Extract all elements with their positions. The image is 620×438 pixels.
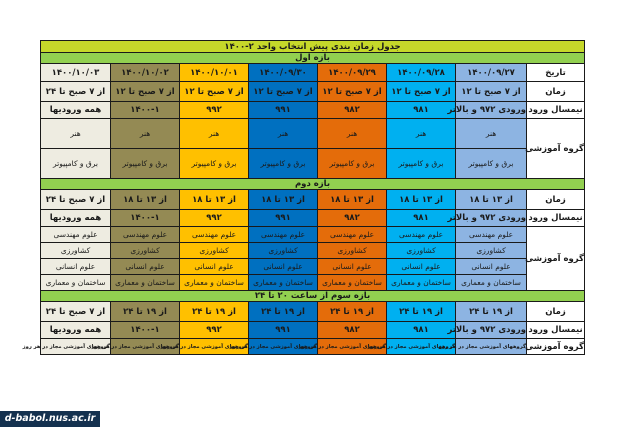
entry-label: نیمسال ورود (527, 322, 585, 339)
period1-group-art-row (41, 119, 585, 149)
p2-group: علوم مهندسی (180, 227, 249, 243)
p2-group: علوم مهندسی (41, 227, 111, 243)
p2-entry: ۹۸۲ (318, 210, 387, 227)
p1-entry: همه ورودیها (41, 102, 111, 119)
p1-date: ۱۴۰۰/۱۰/۰۲ (111, 64, 180, 82)
p2-time: از ۱۳ تا ۱۸ (249, 190, 318, 210)
p1-time: از ۷ صبح تا ۱۲ (111, 82, 180, 102)
p2-group: علوم انسانی (41, 259, 111, 275)
date-label: تاریخ (527, 64, 585, 82)
p1-entry: ورودی ۹۷۲ و بالاتر (456, 102, 527, 119)
p2-group: کشاورزی (318, 243, 387, 259)
p3-group-note: گروههای آموزشی مجاز در هر روز (249, 339, 318, 355)
group-label: گروه آموزشی (527, 119, 585, 179)
p2-time: از ۱۳ تا ۱۸ (180, 190, 249, 210)
period1-group-eng-row (41, 149, 585, 179)
p3-time: از ۱۹ تا ۲۴ (387, 302, 456, 322)
p1-date: ۱۴۰۰/۰۹/۲۷ (456, 64, 527, 82)
p3-group-note: گروههای آموزشی مجاز در هر روز (180, 339, 249, 355)
p1-group-art: هنر (249, 119, 318, 149)
schedule-table (22, 40, 585, 355)
p2-group: علوم مهندسی (249, 227, 318, 243)
period2-group-row-2 (41, 243, 585, 259)
p1-group-art: هنر (318, 119, 387, 149)
p2-group: ساختمان و معماری (249, 275, 318, 291)
p2-group: ساختمان و معماری (41, 275, 111, 291)
p1-group-eng: برق و کامپیوتر (41, 149, 111, 179)
period2-group-row-1 (41, 227, 585, 243)
p3-time: از ۱۹ تا ۲۴ (111, 302, 180, 322)
p1-date: ۱۴۰۰/۱۰/۰۱ (180, 64, 249, 82)
p3-entry: ۹۸۲ (318, 322, 387, 339)
p1-group-eng: برق و کامپیوتر (456, 149, 527, 179)
period2-group-row-4 (41, 275, 585, 291)
p2-entry: ۹۹۲ (180, 210, 249, 227)
p1-time: از ۷ صبح تا ۱۲ (249, 82, 318, 102)
group-label: گروه آموزشی (527, 339, 585, 355)
p3-group-note: گروههای آموزشی مجاز در هر روز (111, 339, 180, 355)
p2-group: علوم مهندسی (318, 227, 387, 243)
time-label: زمان (527, 302, 585, 322)
p1-time: از ۷ صبح تا ۱۲ (180, 82, 249, 102)
p2-time: از ۱۳ تا ۱۸ (111, 190, 180, 210)
p2-group: علوم مهندسی (456, 227, 527, 243)
p1-group-art: هنر (387, 119, 456, 149)
p1-group-eng: برق و کامپیوتر (318, 149, 387, 179)
period3-heading: بازه سوم از ساعت ۲۰ تا ۲۴ (41, 291, 585, 302)
p2-time: از ۱۳ تا ۱۸ (456, 190, 527, 210)
period1-heading: بازه اول (41, 53, 585, 64)
p1-date: ۱۴۰۰/۰۹/۲۹ (318, 64, 387, 82)
p1-date: ۱۴۰۰/۱۰/۰۳ (41, 64, 111, 82)
p3-entry: همه ورودیها (41, 322, 111, 339)
p2-group: علوم انسانی (111, 259, 180, 275)
p2-group: علوم انسانی (180, 259, 249, 275)
site-watermark: d-babol.nus.ac.ir (0, 411, 100, 427)
p1-entry: ۹۹۲ (180, 102, 249, 119)
p1-group-eng: برق و کامپیوتر (111, 149, 180, 179)
p2-group: علوم انسانی (456, 259, 527, 275)
p1-group-art: هنر (41, 119, 111, 149)
p2-group: کشاورزی (180, 243, 249, 259)
p2-group: علوم مهندسی (111, 227, 180, 243)
p1-date: ۱۴۰۰/۰۹/۲۸ (387, 64, 456, 82)
p2-group: ساختمان و معماری (180, 275, 249, 291)
schedule-title: جدول زمان بندی پیش انتخاب واحد ۲-۱۴۰۰ (41, 41, 585, 53)
p2-group: علوم انسانی (387, 259, 456, 275)
period2-group-row-3 (41, 259, 585, 275)
p3-entry: ۹۸۱ (387, 322, 456, 339)
period1-entry-row (41, 102, 585, 119)
p3-entry: ورودی ۹۷۲ و بالاتر (456, 322, 527, 339)
p1-time: از ۷ صبح تا ۱۲ (456, 82, 527, 102)
p2-entry: ۹۹۱ (249, 210, 318, 227)
p1-group-eng: برق و کامپیوتر (387, 149, 456, 179)
p1-group-art: هنر (111, 119, 180, 149)
period3-heading-row (41, 291, 585, 302)
p2-group: کشاورزی (249, 243, 318, 259)
p1-time: از ۷ صبح تا ۱۲ (387, 82, 456, 102)
p1-entry: ۱۴۰۰-۱ (111, 102, 180, 119)
p3-entry: ۹۹۲ (180, 322, 249, 339)
p2-entry: همه ورودیها (41, 210, 111, 227)
p3-time: از ۱۹ تا ۲۴ (318, 302, 387, 322)
p2-entry: ۱۴۰۰-۱ (111, 210, 180, 227)
period3-time-row (41, 302, 585, 322)
p2-group: ساختمان و معماری (387, 275, 456, 291)
p2-entry: ۹۸۱ (387, 210, 456, 227)
p2-group: علوم انسانی (249, 259, 318, 275)
p3-entry: ۹۹۱ (249, 322, 318, 339)
entry-label: نیمسال ورود (527, 210, 585, 227)
p3-group-note: گروههای آموزشی مجاز در هر روز (41, 339, 111, 355)
p2-group: علوم انسانی (318, 259, 387, 275)
p3-entry: ۱۴۰۰-۱ (111, 322, 180, 339)
p2-entry: ورودی ۹۷۲ و بالاتر (456, 210, 527, 227)
p2-group: علوم مهندسی (387, 227, 456, 243)
p1-group-art: هنر (180, 119, 249, 149)
p2-group: کشاورزی (387, 243, 456, 259)
p2-group: ساختمان و معماری (318, 275, 387, 291)
period3-entry-row (41, 322, 585, 339)
p3-time: از ۱۹ تا ۲۴ (249, 302, 318, 322)
p1-group-eng: برق و کامپیوتر (249, 149, 318, 179)
p3-group-note: گروههای آموزشی مجاز در هر روز (318, 339, 387, 355)
time-label: زمان (527, 82, 585, 102)
period1-date-row (41, 64, 585, 82)
entry-label: نیمسال ورود (527, 102, 585, 119)
p1-time: از ۷ صبح تا ۲۴ (41, 82, 111, 102)
p3-time: از ۷ صبح تا ۲۴ (41, 302, 111, 322)
period1-heading-row (41, 53, 585, 64)
p2-time: از ۷ صبح تا ۲۴ (41, 190, 111, 210)
period2-time-row (41, 190, 585, 210)
title-row (41, 41, 585, 53)
p2-group: کشاورزی (456, 243, 527, 259)
p2-time: از ۱۳ تا ۱۸ (387, 190, 456, 210)
group-label: گروه آموزشی (527, 227, 585, 291)
period1-time-row (41, 82, 585, 102)
period2-entry-row (41, 210, 585, 227)
p1-group-eng: برق و کامپیوتر (180, 149, 249, 179)
period3-group-row (41, 339, 585, 355)
p3-group-note: گروههای آموزشی مجاز در هر روز (456, 339, 527, 355)
p3-time: از ۱۹ تا ۲۴ (180, 302, 249, 322)
p2-group: کشاورزی (41, 243, 111, 259)
period2-heading-row (41, 179, 585, 190)
p3-time: از ۱۹ تا ۲۴ (456, 302, 527, 322)
p2-group: ساختمان و معماری (111, 275, 180, 291)
p1-time: از ۷ صبح تا ۱۲ (318, 82, 387, 102)
time-label: زمان (527, 190, 585, 210)
p2-time: از ۱۳ تا ۱۸ (318, 190, 387, 210)
period2-heading: بازه دوم (41, 179, 585, 190)
p3-group-note: گروههای آموزشی مجاز در هر روز (387, 339, 456, 355)
p2-group: کشاورزی (111, 243, 180, 259)
p1-date: ۱۴۰۰/۰۹/۳۰ (249, 64, 318, 82)
schedule-sheet (22, 40, 585, 355)
p1-entry: ۹۸۱ (387, 102, 456, 119)
p1-group-art: هنر (456, 119, 527, 149)
p2-group: ساختمان و معماری (456, 275, 527, 291)
p1-entry: ۹۹۱ (249, 102, 318, 119)
p1-entry: ۹۸۲ (318, 102, 387, 119)
